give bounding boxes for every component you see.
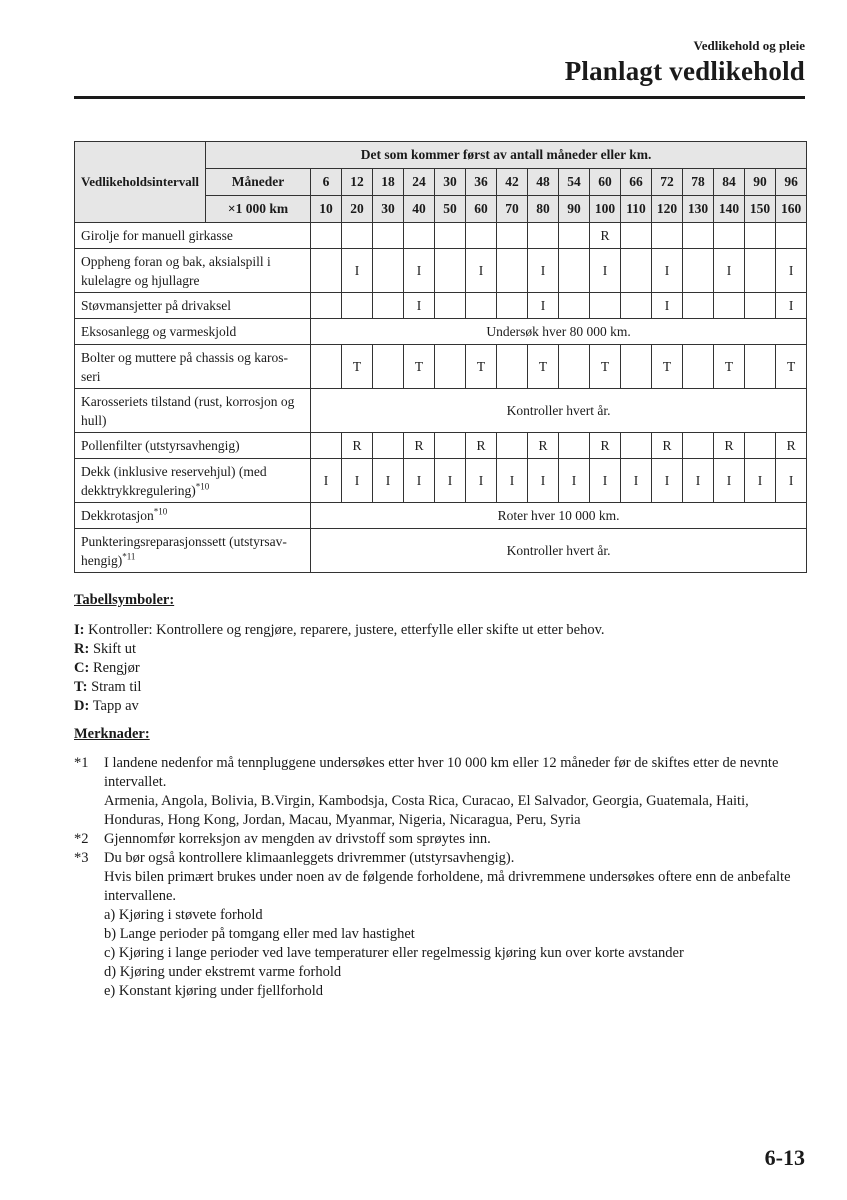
interval-cell: I — [342, 459, 373, 503]
month-header-cell: 24 — [404, 169, 435, 196]
symbol-item — [74, 678, 805, 697]
note-3-number: *3 — [74, 850, 89, 866]
interval-cell: R — [652, 433, 683, 459]
note-3-text: Du bør også kontrollere klimaanleggets drivremmer (utstyrsavhengig). — [104, 850, 515, 866]
span-cell: Kontroller hvert år. — [311, 389, 807, 433]
symbol-key: T: — [74, 679, 88, 695]
interval-cell: I — [652, 249, 683, 293]
interval-cell: I — [311, 459, 342, 503]
interval-cell — [621, 433, 652, 459]
table-row — [75, 389, 807, 433]
km-header-cell: 50 — [435, 196, 466, 223]
interval-cell — [311, 433, 342, 459]
interval-cell — [435, 249, 466, 293]
km-header-cell: 130 — [683, 196, 714, 223]
month-header-cell: 30 — [435, 169, 466, 196]
interval-cell — [497, 223, 528, 249]
interval-cell: T — [404, 345, 435, 389]
month-header-cell: 54 — [559, 169, 590, 196]
month-header-cell: 6 — [311, 169, 342, 196]
month-header-cell: 78 — [683, 169, 714, 196]
interval-cell: I — [776, 459, 807, 503]
notes-section — [74, 725, 805, 1001]
note-2-text: Gjennomfør korreksjon av mengden av drivstoff som sprøytes inn. — [104, 831, 491, 847]
interval-cell: I — [621, 459, 652, 503]
km-header-cell: 140 — [714, 196, 745, 223]
row-label — [75, 459, 311, 503]
note-3-text-2: Hvis bilen primært brukes under noen av de følgende forholdene, må drivremmene undersøkes oftere enn de anbefalte intervallene. — [104, 869, 791, 904]
interval-cell: I — [745, 459, 776, 503]
symbol-key: C: — [74, 660, 90, 676]
footnote-ref: *11 — [122, 551, 136, 561]
interval-cell: I — [404, 249, 435, 293]
km-header-cell: 20 — [342, 196, 373, 223]
interval-cell — [311, 293, 342, 319]
footnote-ref: *10 — [195, 481, 210, 491]
month-header-cell: 84 — [714, 169, 745, 196]
interval-cell — [745, 345, 776, 389]
note-3-list-item: c) Kjøring i lange perioder ved lave temperaturer eller regelmessig kjøring kun over korte avstander — [104, 945, 684, 961]
km-header-cell: 80 — [528, 196, 559, 223]
interval-cell — [683, 433, 714, 459]
interval-cell: R — [590, 433, 621, 459]
interval-cell: I — [373, 459, 404, 503]
interval-cell — [683, 223, 714, 249]
row-label-text: Punkteringsreparasjonssett (utstyrsav-hengig) — [81, 533, 287, 568]
month-header-cell: 96 — [776, 169, 807, 196]
table-row — [75, 223, 807, 249]
row-label — [75, 345, 311, 389]
interval-cell — [621, 345, 652, 389]
interval-cell — [528, 223, 559, 249]
interval-cell: I — [683, 459, 714, 503]
footnote-ref: *10 — [153, 506, 168, 517]
interval-cell — [311, 249, 342, 293]
month-header-cell: 48 — [528, 169, 559, 196]
interval-cell — [559, 293, 590, 319]
maintenance-table — [74, 141, 807, 573]
interval-cell — [776, 223, 807, 249]
row-label — [75, 503, 311, 529]
interval-cell: R — [714, 433, 745, 459]
interval-cell — [466, 293, 497, 319]
table-row — [75, 249, 807, 293]
row-label-text: Bolter og muttere på chassis og karos-seri — [81, 349, 288, 384]
row-label — [75, 389, 311, 433]
symbol-text: Stram til — [91, 679, 142, 695]
month-header-cell: 42 — [497, 169, 528, 196]
km-header-cell: 30 — [373, 196, 404, 223]
symbol-text: Skift ut — [92, 641, 137, 657]
interval-cell — [342, 293, 373, 319]
note-3-list — [104, 906, 805, 1001]
interval-cell — [559, 249, 590, 293]
note-3-list-item: e) Konstant kjøring under fjellforhold — [104, 983, 324, 999]
interval-cell — [373, 433, 404, 459]
note-3-list-item: b) Lange perioder på tomgang eller med lav hastighet — [104, 926, 415, 942]
km-header-cell: 120 — [652, 196, 683, 223]
interval-cell — [497, 249, 528, 293]
note-3-list-item: a) Kjøring i støvete forhold — [104, 907, 263, 923]
symbol-item — [74, 697, 805, 716]
symbol-item — [74, 621, 805, 640]
table-row — [75, 345, 807, 389]
row-label-text: Girolje for manuell girkasse — [81, 228, 233, 243]
row-label-text: Dekkrotasjon — [81, 508, 154, 523]
km-header-cell: 110 — [621, 196, 652, 223]
page-number: 6-13 — [764, 1145, 805, 1170]
row-label-text: Dekk (inklusive reservehjul) (med dekktrykkregulering) — [81, 463, 267, 498]
row-label-text: Eksosanlegg og varmeskjold — [81, 324, 237, 339]
interval-cell: T — [652, 345, 683, 389]
km-header-cell: 90 — [559, 196, 590, 223]
interval-cell — [683, 293, 714, 319]
interval-cell: T — [466, 345, 497, 389]
interval-cell — [621, 249, 652, 293]
interval-cell — [404, 223, 435, 249]
row-label — [75, 433, 311, 459]
symbols-heading: Tabellsymboler: — [74, 592, 175, 608]
table-row — [75, 319, 807, 345]
row-label — [75, 319, 311, 345]
row-label — [75, 529, 311, 573]
interval-cell: I — [776, 249, 807, 293]
interval-cell — [745, 223, 776, 249]
month-header-cell: 90 — [745, 169, 776, 196]
km-header-cell: 10 — [311, 196, 342, 223]
symbol-key: R: — [74, 641, 90, 657]
interval-cell: I — [559, 459, 590, 503]
symbol-item — [74, 640, 805, 659]
interval-cell — [435, 433, 466, 459]
interval-cell: R — [342, 433, 373, 459]
note-1-number: *1 — [74, 755, 89, 771]
interval-cell: T — [776, 345, 807, 389]
interval-cell — [466, 223, 497, 249]
month-header-cell: 18 — [373, 169, 404, 196]
interval-cell — [621, 293, 652, 319]
interval-cell — [683, 249, 714, 293]
interval-cell: I — [404, 293, 435, 319]
interval-cell: T — [528, 345, 559, 389]
interval-cell — [652, 223, 683, 249]
row-label-text: Støvmansjetter på drivaksel — [81, 298, 231, 313]
km-header-cell: 60 — [466, 196, 497, 223]
interval-cell — [683, 345, 714, 389]
interval-cell — [497, 345, 528, 389]
span-cell: Undersøk hver 80 000 km. — [311, 319, 807, 345]
interval-cell: T — [590, 345, 621, 389]
km-header-cell: 160 — [776, 196, 807, 223]
interval-cell — [745, 433, 776, 459]
span-cell: Kontroller hvert år. — [311, 529, 807, 573]
interval-cell — [435, 293, 466, 319]
interval-cell: I — [528, 249, 559, 293]
row-label — [75, 249, 311, 293]
month-header-cell: 36 — [466, 169, 497, 196]
month-header-cell: 66 — [621, 169, 652, 196]
km-header-cell: 150 — [745, 196, 776, 223]
interval-cell: R — [466, 433, 497, 459]
interval-cell — [373, 249, 404, 293]
header-rule — [74, 96, 805, 99]
symbol-text: Rengjør — [92, 660, 140, 676]
interval-cell: R — [528, 433, 559, 459]
interval-cell: I — [714, 459, 745, 503]
km-label: ×1 000 km — [206, 196, 311, 223]
interval-cell: I — [342, 249, 373, 293]
interval-cell: T — [714, 345, 745, 389]
interval-cell — [559, 345, 590, 389]
interval-cell: I — [528, 293, 559, 319]
table-caption: Det som kommer først av antall måneder eller km. — [206, 142, 807, 169]
row-label-text: Pollenfilter (utstyrsavhengig) — [81, 438, 240, 453]
symbols-list — [74, 621, 805, 716]
month-header-cell: 72 — [652, 169, 683, 196]
table-row — [75, 503, 807, 529]
symbol-item — [74, 659, 805, 678]
interval-cell: I — [652, 293, 683, 319]
row-label-text: Oppheng foran og bak, aksialspill i kulelagre og hjullagre — [81, 253, 271, 288]
interval-cell: I — [714, 249, 745, 293]
interval-cell — [590, 293, 621, 319]
note-1 — [74, 754, 805, 830]
row-label — [75, 293, 311, 319]
month-header-cell: 60 — [590, 169, 621, 196]
interval-cell — [714, 293, 745, 319]
interval-cell: R — [590, 223, 621, 249]
interval-cell: R — [404, 433, 435, 459]
interval-cell — [435, 223, 466, 249]
interval-cell: I — [590, 459, 621, 503]
note-1-text: I landene nedenfor må tennpluggene undersøkes etter hver 10 000 km eller 12 måneder før de skiftes etter de nevnte intervallet. — [104, 755, 779, 790]
interval-cell — [745, 249, 776, 293]
page-title: Planlagt vedlikehold — [564, 56, 805, 86]
table-row — [75, 433, 807, 459]
interval-cell: I — [776, 293, 807, 319]
section-header: Vedlikehold og pleie — [693, 38, 805, 53]
km-header-cell: 70 — [497, 196, 528, 223]
interval-cell — [373, 293, 404, 319]
interval-cell — [745, 293, 776, 319]
table-row — [75, 293, 807, 319]
interval-cell: I — [466, 459, 497, 503]
interval-cell: I — [435, 459, 466, 503]
interval-cell — [373, 345, 404, 389]
interval-cell: T — [342, 345, 373, 389]
note-2-number: *2 — [74, 831, 89, 847]
interval-cell — [559, 223, 590, 249]
interval-cell — [497, 433, 528, 459]
interval-cell: R — [776, 433, 807, 459]
note-2 — [74, 830, 805, 849]
km-header-cell: 40 — [404, 196, 435, 223]
symbol-key: I: — [74, 622, 85, 638]
row-label-text: Karosseriets tilstand (rust, korrosjon og hull) — [81, 393, 295, 428]
symbols-section — [74, 591, 805, 716]
interval-cell: I — [497, 459, 528, 503]
interval-cell: I — [652, 459, 683, 503]
interval-cell — [342, 223, 373, 249]
notes-heading: Merknader: — [74, 726, 150, 742]
table-row — [75, 529, 807, 573]
note-3 — [74, 849, 805, 1001]
interval-cell — [559, 433, 590, 459]
symbol-text: Tapp av — [92, 698, 139, 714]
interval-cell: I — [466, 249, 497, 293]
interval-cell: I — [590, 249, 621, 293]
interval-cell — [621, 223, 652, 249]
row-label — [75, 223, 311, 249]
interval-cell: I — [528, 459, 559, 503]
interval-cell — [311, 223, 342, 249]
span-cell: Roter hver 10 000 km. — [311, 503, 807, 529]
km-header-cell: 100 — [590, 196, 621, 223]
interval-cell — [435, 345, 466, 389]
interval-cell — [497, 293, 528, 319]
note-3-list-item: d) Kjøring under ekstremt varme forhold — [104, 964, 342, 980]
note-1-countries: Armenia, Angola, Bolivia, B.Virgin, Kambodsja, Costa Rica, Curacao, El Salvador, Georgia, Guatemala, Haiti, Honduras, Hong Kong, Jordan, Macau, Myanmar, Nigeria, Nicaragua, Peru, Syria — [104, 793, 749, 828]
interval-cell: I — [404, 459, 435, 503]
row-header-label: Vedlikeholdsintervall — [75, 142, 206, 223]
months-label: Måneder — [206, 169, 311, 196]
month-header-cell: 12 — [342, 169, 373, 196]
table-row — [75, 459, 807, 503]
interval-cell — [373, 223, 404, 249]
interval-cell — [311, 345, 342, 389]
symbol-text: Kontroller: Kontrollere og rengjøre, reparere, justere, etterfylle eller skifte ut etter behov. — [88, 622, 605, 638]
interval-cell — [714, 223, 745, 249]
symbol-key: D: — [74, 698, 90, 714]
